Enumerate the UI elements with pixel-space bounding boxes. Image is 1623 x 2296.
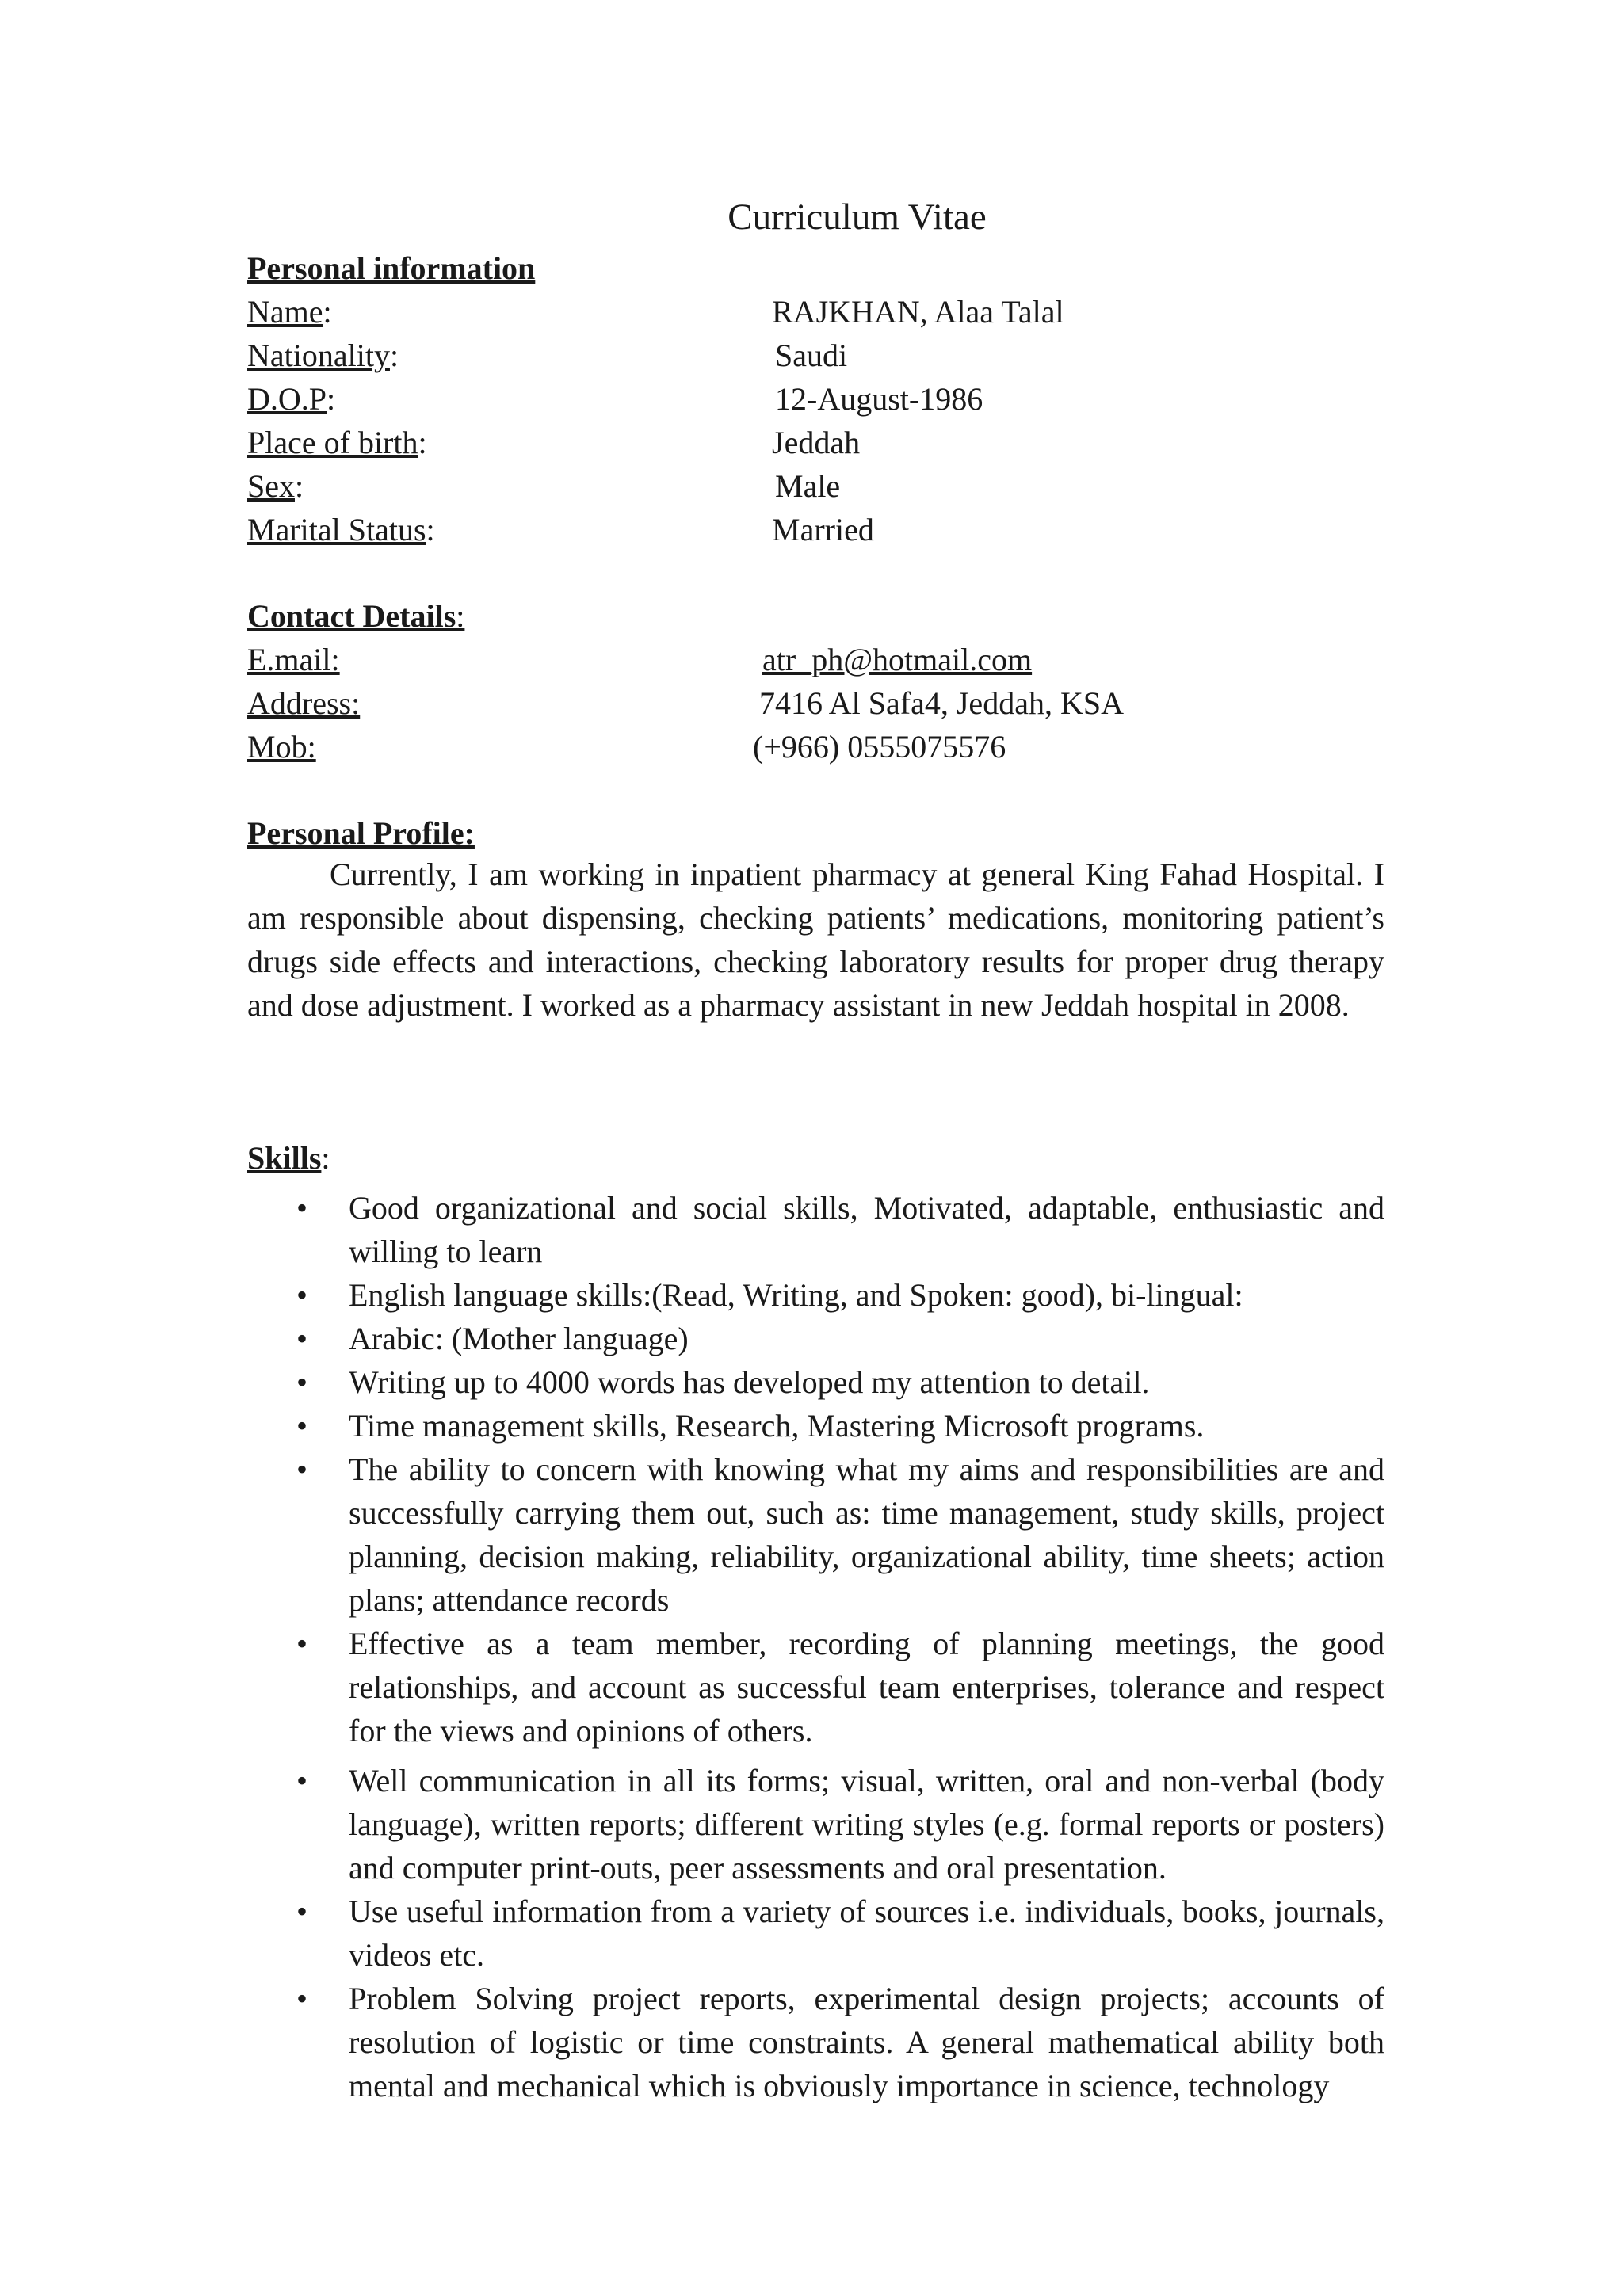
skill-item: • Writing up to 4000 words has developed my attention to detail. bbox=[247, 1360, 1384, 1404]
sex-label: Sex: bbox=[247, 468, 304, 504]
personal-info-heading: Personal information bbox=[247, 250, 536, 286]
address-value: 7416 Al Safa4, Jeddah, KSA bbox=[759, 685, 1124, 721]
nationality-value: Saudi bbox=[775, 338, 848, 373]
skill-item: • Time management skills, Research, Mastering Microsoft programs. bbox=[247, 1404, 1384, 1447]
bullet-icon: • bbox=[296, 1190, 308, 1226]
skills-list bbox=[247, 1186, 1384, 2107]
skill-item: • Well communication in all its forms; visual, written, oral and non-verbal (body language), written reports; different writing styles (e.g. formal reports or posters) and computer print-outs, peer assessments and oral presentation. bbox=[247, 1759, 1384, 1890]
bullet-icon: • bbox=[296, 1981, 308, 2016]
skill-item: • Effective as a team member, recording of planning meetings, the good relationships, and account as successful team enterprises, tolerance and respect for the views and opinions of others. bbox=[247, 1622, 1384, 1753]
marital-status-value: Married bbox=[772, 512, 874, 547]
name-value: RAJKHAN, Alaa Talal bbox=[772, 294, 1064, 330]
bullet-icon: • bbox=[296, 1364, 308, 1400]
bullet-icon: • bbox=[296, 1451, 308, 1487]
mobile-label: Mob: bbox=[247, 729, 316, 765]
mobile-value: (+966) 0555075576 bbox=[753, 729, 1006, 765]
skill-item: • The ability to concern with knowing what my aims and responsibilities are and successfully carrying them out, such as: time management, study skills, project planning, decision making, reliability, organizational ability, time sheets; action plans; attendance records bbox=[247, 1447, 1384, 1622]
bullet-icon: • bbox=[296, 1626, 308, 1661]
sex-value: Male bbox=[775, 468, 841, 504]
profile-heading: Personal Profile: bbox=[247, 815, 475, 851]
dop-label: D.O.P: bbox=[247, 381, 336, 417]
bullet-icon: • bbox=[296, 1408, 308, 1444]
address-label: Address: bbox=[247, 685, 361, 721]
marital-status-label: Marital Status: bbox=[247, 512, 435, 547]
skills-heading: Skills: bbox=[247, 1140, 330, 1176]
contact-heading: Contact Details: bbox=[247, 598, 465, 634]
birthplace-label: Place of birth: bbox=[247, 425, 427, 460]
bullet-icon: • bbox=[296, 1894, 308, 1929]
birthplace-value: Jeddah bbox=[772, 425, 861, 460]
skill-item: • Use useful information from a variety of sources i.e. individuals, books, journals, videos etc. bbox=[247, 1890, 1384, 1977]
email-label: E.mail: bbox=[247, 642, 340, 677]
email-value[interactable]: atr_ph@hotmail.com bbox=[762, 642, 1033, 677]
profile-text: Currently, I am working in inpatient pharmacy at general King Fahad Hospital. I am responsible about dispensing, checking patients’ medications, monitoring patient’s drugs side effects and interactions, checking laboratory results for proper drug therapy and dose adjustment. I worked as a pharmacy assistant in new Jeddah hospital in 2008. bbox=[247, 856, 1384, 1023]
nationality-label: Nationality: bbox=[247, 338, 399, 373]
skill-item: • Problem Solving project reports, experimental design projects; accounts of resolution of logistic or time constraints. A general mathematical ability both mental and mechanical which is obviously importance in science, technology bbox=[247, 1977, 1384, 2107]
skill-item: • Arabic: (Mother language) bbox=[247, 1317, 1384, 1360]
skill-item: • Good organizational and social skills, Motivated, adaptable, enthusiastic and willing to learn bbox=[247, 1186, 1384, 1273]
bullet-icon: • bbox=[296, 1277, 308, 1313]
bullet-icon: • bbox=[296, 1321, 308, 1356]
document-title: Curriculum Vitae bbox=[727, 196, 987, 238]
dop-value: 12-August-1986 bbox=[775, 381, 983, 417]
name-label: Name: bbox=[247, 294, 332, 330]
skill-item: • English language skills:(Read, Writing, and Spoken: good), bi-lingual: bbox=[247, 1273, 1384, 1317]
bullet-icon: • bbox=[296, 1763, 308, 1798]
